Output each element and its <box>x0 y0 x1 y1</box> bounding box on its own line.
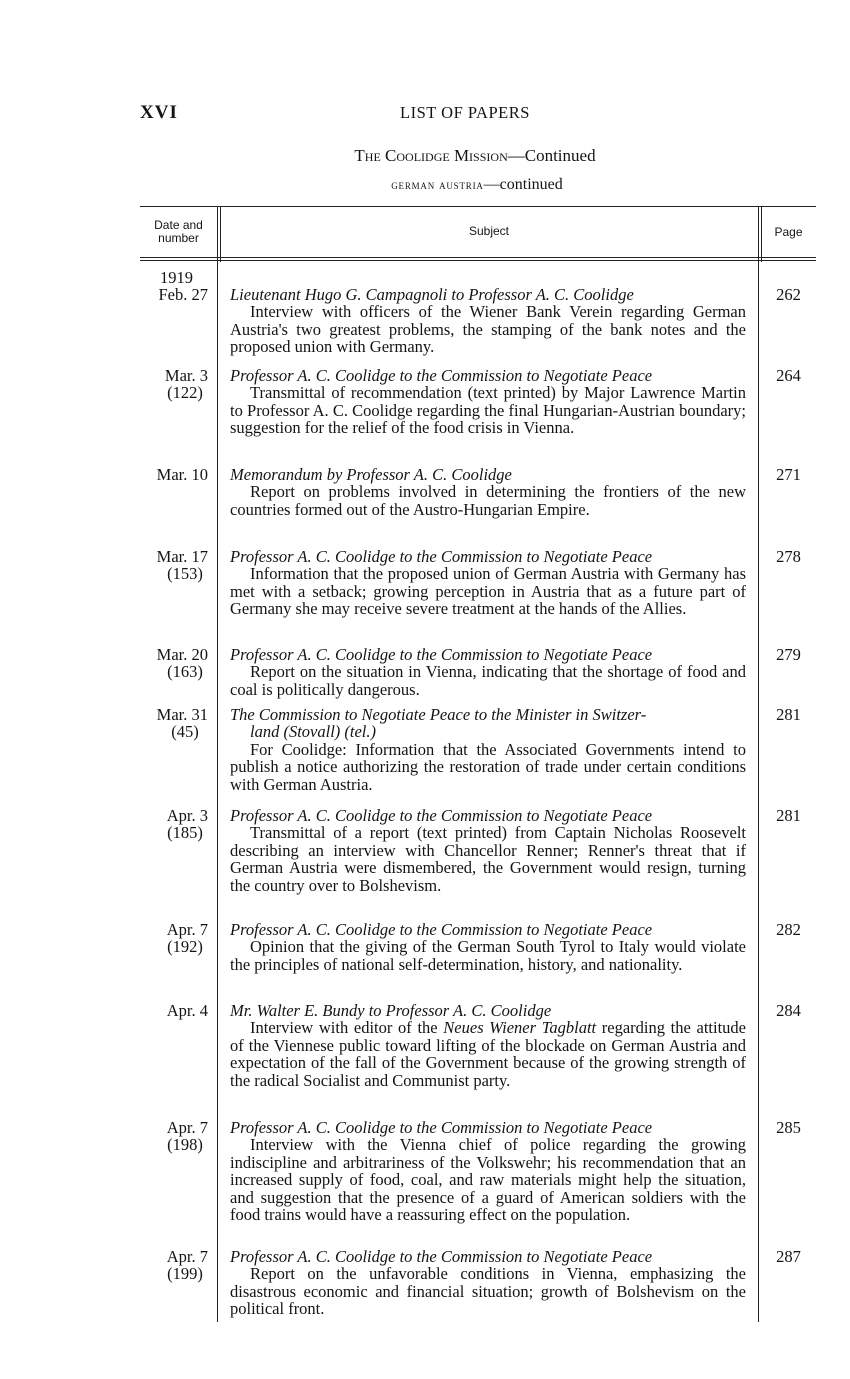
entry-title <box>230 548 746 565</box>
entry-date-text: Apr. 4 <box>166 1001 208 1020</box>
entry-title-text: Professor A. C. Coolidge to the Commission to Negotiate Peace <box>230 1118 653 1137</box>
entry-title <box>230 706 746 741</box>
entry-date <box>140 548 208 583</box>
entry-summary-italic: Neues Wiener Tagblatt <box>443 1018 597 1038</box>
papers-table <box>140 206 816 1322</box>
entry-title-text: The Commission to Negotiate Peace to the Minister in Switzer- <box>230 705 647 724</box>
entry-summary <box>230 384 746 436</box>
entry-title-text: Professor A. C. Coolidge to the Commission to Negotiate Peace <box>230 1247 653 1266</box>
entry-number: (45) <box>171 722 199 742</box>
entry-summary-text: Interview with the Vienna chief of police regarding the growing indiscipline and arbitrariness of the Volkswehr; his recommendation that an increased supply of food, coal, and raw materials might help the situation, and suggestion that the presence of a guard of American soldiers with the food trains would have a reassuring effect on the population. <box>230 1135 746 1225</box>
entry-page: 264 <box>776 366 801 385</box>
entry-summary <box>230 483 746 518</box>
entry-title-text: Professor A. C. Coolidge to the Commission to Negotiate Peace <box>230 366 653 385</box>
entry-summary-text: regarding the attitude of the Viennese public toward lifting of the blockade on German Austria and expectation of the fall of the Government because of the growing strength of the radical Socialist and Communist party. <box>230 1018 746 1090</box>
entry-date <box>140 1119 208 1154</box>
entry-summary <box>230 938 746 973</box>
running-head: LIST OF PAPERS <box>400 103 530 122</box>
page-number: XVI <box>140 102 178 123</box>
entry-subject <box>230 1119 746 1223</box>
section-title-continued: —Continued <box>507 146 596 165</box>
entry-summary-text: Transmittal of a report (text printed) from Captain Nicholas Roosevelt describing an interview with Chancellor Renner; Renner's threat that if German Austria were dismembered, the Government would resign, turning the country over to Bolshevism. <box>230 823 746 895</box>
entry-subject <box>230 921 746 973</box>
entry-title <box>230 646 746 663</box>
sub-title <box>0 176 850 194</box>
entry-number: (198) <box>167 1135 203 1155</box>
entry-date-text: Mar. 10 <box>156 465 208 484</box>
entry-summary <box>230 741 746 793</box>
entry-date-text: Apr. 7 <box>166 1247 208 1266</box>
column-header-page: Page <box>774 225 803 239</box>
entry-title <box>230 1119 746 1136</box>
entry-summary-text: Transmittal of recommendation (text printed) by Major Lawrence Martin to Professor A. C. Coolidge regarding the final Hungarian-Austrian boundary; suggestion for the relief of the food crisis in Vienna. <box>230 383 746 438</box>
entry-date <box>140 286 208 303</box>
entry-summary-text: For Coolidge: Information that the Associated Governments intend to publish a notice authorizing the restoration of trade under certain conditions with German Austria. <box>230 739 746 794</box>
entry-date <box>140 921 208 956</box>
entry-date-text: Mar. 20 <box>156 645 208 664</box>
entry-subject <box>230 548 746 618</box>
entry-page: 278 <box>776 547 801 566</box>
entry-number: (192) <box>167 937 203 957</box>
entry-date <box>140 466 208 483</box>
entry-date-text: Apr. 7 <box>166 1118 208 1137</box>
entry-summary-text: Report on the situation in Vienna, indicating that the shortage of food and coal is politically dangerous. <box>230 662 746 699</box>
entry-subject <box>230 466 746 518</box>
sub-title-main: german austria <box>391 177 484 192</box>
entry-title <box>230 1248 746 1265</box>
entry-subject <box>230 646 746 698</box>
entry-summary <box>230 824 746 894</box>
entry-summary-text: Opinion that the giving of the German South Tyrol to Italy would violate the principles of national self-determination, history, and nationality. <box>230 937 746 974</box>
entry-page: 262 <box>776 285 801 304</box>
entry-summary-text: Information that the proposed union of German Austria with Germany has met with a setback; growing perception in Austria that as a future part of Germany she may receive severe treatment at the hands of the Allies. <box>230 564 746 619</box>
entry-date <box>140 1002 208 1019</box>
column-header-date <box>140 219 217 245</box>
entry-number: (199) <box>167 1264 203 1284</box>
entry-date <box>140 646 208 681</box>
column-divider-page <box>758 206 759 1322</box>
entry-subject <box>230 286 746 356</box>
entry-summary <box>230 303 746 355</box>
entry-summary <box>230 663 746 698</box>
entry-page: 281 <box>776 806 801 825</box>
header-rule <box>140 257 816 258</box>
entry-summary-text: Interview with officers of the Wiener Bank Verein regarding German Austria's two greatest problems, the stamping of the bank notes and the proposed union with Germany. <box>230 302 746 357</box>
entry-title <box>230 1002 746 1019</box>
column-header-date-line1: Date and <box>154 218 203 232</box>
entry-title-text: Professor A. C. Coolidge to the Commission to Negotiate Peace <box>230 920 653 939</box>
entry-title-continuation: land (Stovall) (tel.) <box>250 722 377 742</box>
entry-summary <box>230 1136 746 1223</box>
entry-title-text: Professor A. C. Coolidge to the Commission to Negotiate Peace <box>230 547 653 566</box>
entry-date <box>140 367 208 402</box>
entry-summary-text: Report on problems involved in determining the frontiers of the new countries formed out of the Austro-Hungarian Empire. <box>230 482 746 519</box>
section-title <box>0 146 850 166</box>
section-title-main: The Coolidge Mission <box>354 146 508 165</box>
entry-date-text: Mar. 17 <box>156 547 208 566</box>
entry-title <box>230 466 746 483</box>
entry-summary-text: Report on the unfavorable conditions in Vienna, emphasizing the disastrous economic and financial situation; growth of Bolshevism on the political front. <box>230 1264 746 1319</box>
sub-title-continued: —continued <box>483 176 563 193</box>
entry-date-text: Mar. 31 <box>156 705 208 724</box>
entry-title <box>230 921 746 938</box>
entry-summary <box>230 1265 746 1317</box>
entry-subject <box>230 367 746 437</box>
entry-page: 279 <box>776 645 801 664</box>
header-rule-double <box>140 260 816 261</box>
entry-title-text: Professor A. C. Coolidge to the Commission to Negotiate Peace <box>230 645 653 664</box>
entry-title-text: Memorandum by Professor A. C. Coolidge <box>230 465 512 484</box>
entry-date-text: Feb. 27 <box>158 285 208 304</box>
entry-summary <box>230 1019 746 1089</box>
entry-date-text: Apr. 7 <box>166 920 208 939</box>
entry-date <box>140 807 208 842</box>
column-header-date-line2: number <box>158 231 199 245</box>
entry-subject <box>230 1002 746 1089</box>
table-top-rule <box>140 206 816 207</box>
entry-date-text: Mar. 3 <box>164 366 208 385</box>
entry-subject <box>230 706 746 793</box>
entry-page: 284 <box>776 1001 801 1020</box>
entry-title-text: Mr. Walter E. Bundy to Professor A. C. Coolidge <box>230 1001 552 1020</box>
entry-title-text: Lieutenant Hugo G. Campagnoli to Professor A. C. Coolidge <box>230 285 634 304</box>
entry-page: 281 <box>776 705 801 724</box>
entry-number: (185) <box>167 823 203 843</box>
entry-page: 285 <box>776 1118 801 1137</box>
entry-subject <box>230 1248 746 1318</box>
entry-title <box>230 286 746 303</box>
entry-title <box>230 367 746 384</box>
entry-date <box>140 1248 208 1283</box>
year-label: 1919 <box>160 268 193 287</box>
entry-page: 271 <box>776 465 801 484</box>
entry-subject <box>230 807 746 894</box>
entry-summary-pre: Interview with editor of the <box>250 1018 444 1038</box>
entry-page: 282 <box>776 920 801 939</box>
entry-number: (153) <box>167 564 203 584</box>
entry-date <box>140 706 208 741</box>
entry-number: (122) <box>167 383 203 403</box>
entry-page: 287 <box>776 1247 801 1266</box>
entry-title-text: Professor A. C. Coolidge to the Commission to Negotiate Peace <box>230 806 653 825</box>
entry-date-text: Apr. 3 <box>166 806 208 825</box>
entry-summary <box>230 565 746 617</box>
column-header-subject: Subject <box>468 224 510 238</box>
column-divider-date <box>217 206 218 1322</box>
entry-number: (163) <box>167 662 203 682</box>
entry-title <box>230 807 746 824</box>
